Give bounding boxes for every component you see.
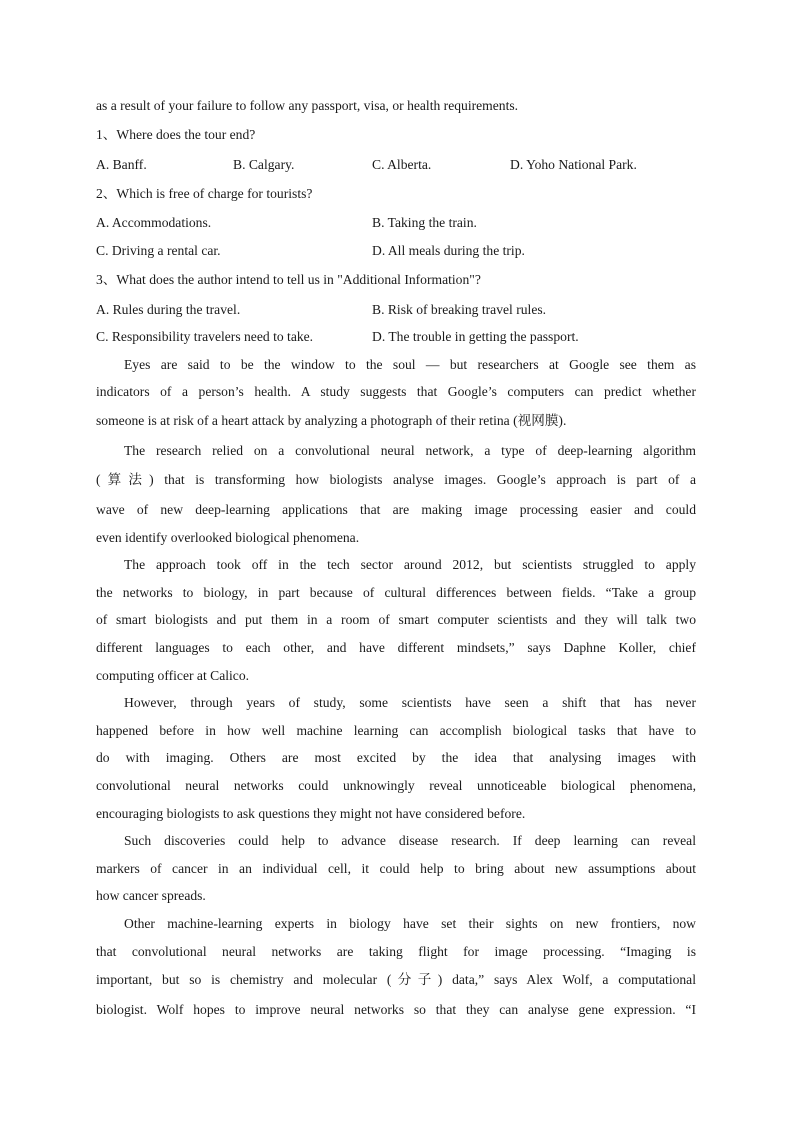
passage-line: The research relied on a convolutional neural network, a type of deep-learning algorithm <box>124 443 696 458</box>
question-1-stem: 1、Where does the tour end? <box>96 127 256 142</box>
passage-line: even identify overlooked biological phenomena. <box>96 530 360 545</box>
passage-line: do with imaging. Others are most excited by the idea that analysing images with <box>96 750 696 765</box>
passage-line: wave of new deep-learning applications that are making image processing easier and could <box>96 502 696 517</box>
question-2-stem: 2、Which is free of charge for tourists? <box>96 186 313 201</box>
passage-line: of smart biologists and put them in a room of smart computer scientists and they will talk two <box>96 612 696 627</box>
question-3-option-c: C. Responsibility travelers need to take. <box>96 329 314 344</box>
passage-line: encouraging biologists to ask questions they might not have considered before. <box>96 806 526 821</box>
passage-line: someone is at risk of a heart attack by analyzing a photograph of their retina (视网膜). <box>96 413 567 428</box>
question-2-option-b: B. Taking the train. <box>372 215 477 230</box>
passage-line: indicators of a person’s health. A study suggests that Google’s computers can predict whether <box>96 384 696 399</box>
question-2-option-d: D. All meals during the trip. <box>372 243 525 258</box>
lead-line: as a result of your failure to follow any passport, visa, or health requirements. <box>96 98 519 113</box>
question-3-stem: 3、What does the author intend to tell us in "Additional Information"? <box>96 272 481 287</box>
passage-line: important, but so is chemistry and molecular (分子) data,” says Alex Wolf, a computational <box>96 972 696 987</box>
question-2-option-a: A. Accommodations. <box>96 215 212 230</box>
passage-line: Eyes are said to be the window to the soul — but researchers at Google see them as <box>124 357 696 372</box>
passage-line: markers of cancer in an individual cell, it could help to bring about new assumptions about <box>96 861 696 876</box>
passage-line: different languages to each other, and have different mindsets,” says Daphne Koller, chief <box>96 640 696 655</box>
passage-line: that convolutional neural networks are taking flight for image processing. “Imaging is <box>96 944 696 959</box>
question-1-option-b: B. Calgary. <box>233 157 295 172</box>
question-1-option-d: D. Yoho National Park. <box>510 157 637 172</box>
passage-line: Such discoveries could help to advance disease research. If deep learning can reveal <box>124 833 696 848</box>
passage-line: how cancer spreads. <box>96 888 206 903</box>
question-1-option-a: A. Banff. <box>96 157 147 172</box>
passage-line: (算法) that is transforming how biologists analyse images. Google’s approach is part of a <box>96 472 696 487</box>
passage-line: Other machine-learning experts in biology have set their sights on new frontiers, now <box>124 916 696 931</box>
passage-line: happened before in how well machine learning can accomplish biological tasks that have to <box>96 723 696 738</box>
question-2-option-c: C. Driving a rental car. <box>96 243 221 258</box>
passage-line: The approach took off in the tech sector around 2012, but scientists struggled to apply <box>124 557 696 572</box>
passage-line: the networks to biology, in part because of cultural differences between fields. “Take a group <box>96 585 696 600</box>
question-3-option-a: A. Rules during the travel. <box>96 302 241 317</box>
question-3-option-d: D. The trouble in getting the passport. <box>372 329 579 344</box>
passage-line: computing officer at Calico. <box>96 668 250 683</box>
passage-line: convolutional neural networks could unknowingly reveal unnoticeable biological phenomena, <box>96 778 696 793</box>
question-1-option-c: C. Alberta. <box>372 157 432 172</box>
question-3-option-b: B. Risk of breaking travel rules. <box>372 302 547 317</box>
passage-line: biologist. Wolf hopes to improve neural networks so that they can analyse gene expression. “I <box>96 1002 696 1017</box>
passage-line: However, through years of study, some scientists have seen a shift that has never <box>124 695 696 710</box>
